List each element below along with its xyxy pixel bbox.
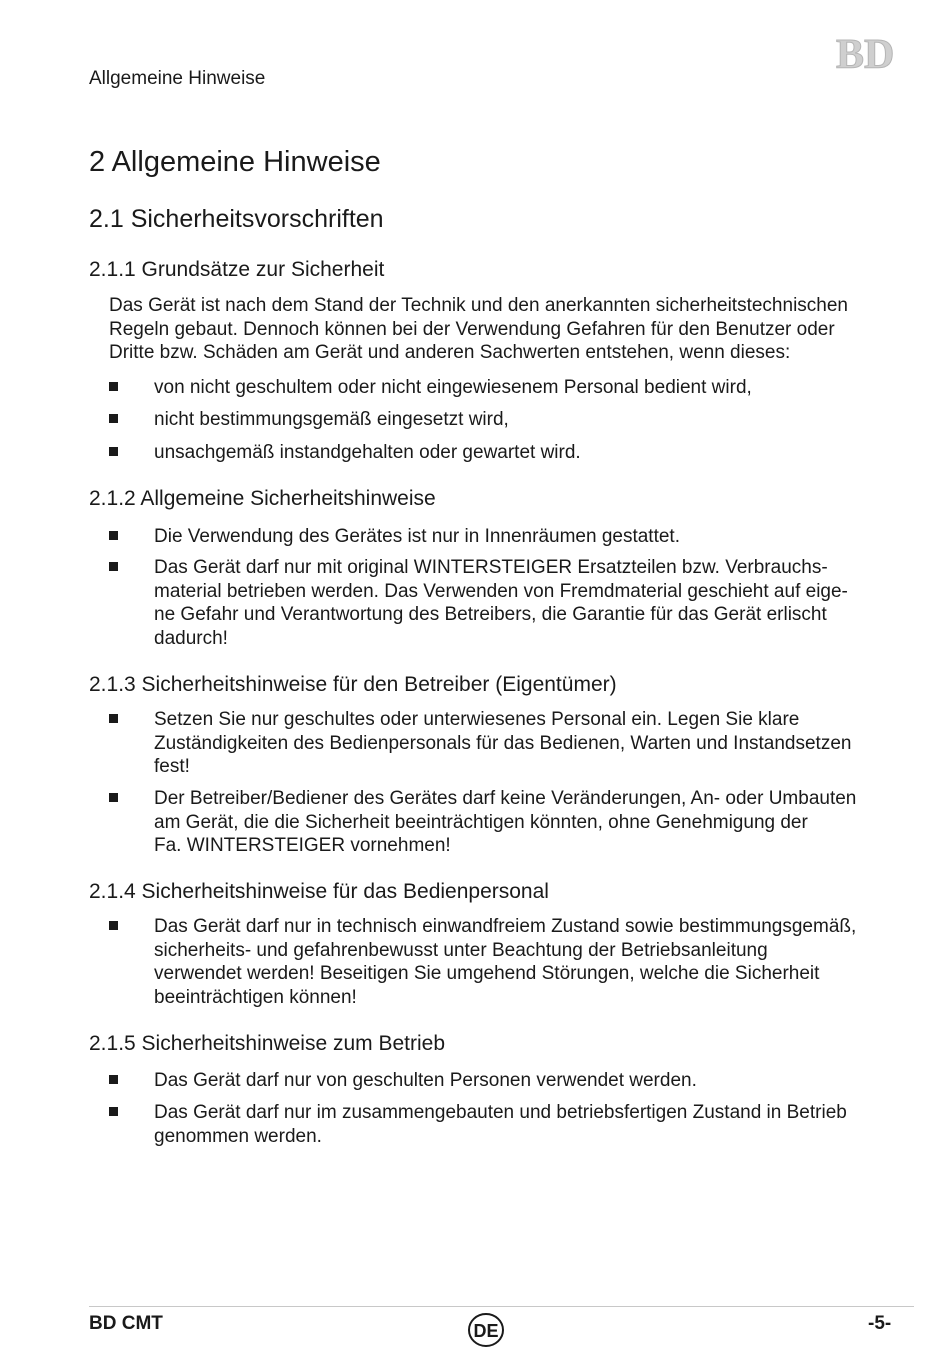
text-line: ne Gefahr und Verantwortung des Betreibers, die Garantie für das Gerät erlischt bbox=[154, 604, 827, 625]
text-line: unsachgemäß instandgehalten oder gewartet wird. bbox=[154, 442, 581, 463]
text-line: genommen werden. bbox=[154, 1125, 322, 1147]
text-line: dadurch! bbox=[154, 627, 228, 649]
text-line: Dritte bzw. Schäden am Gerät und anderen Sachwerten entstehen, wenn dieses: bbox=[109, 342, 791, 363]
running-header: Allgemeine Hinweise bbox=[89, 68, 266, 89]
section-title: 2.1 Sicherheitsvorschriften bbox=[89, 205, 384, 233]
text-line: Zuständigkeiten des Bedienpersonals für das Bedienen, Warten und Instandsetzen bbox=[154, 732, 852, 754]
bullet-square-icon bbox=[109, 414, 118, 423]
bullet-square-icon bbox=[109, 921, 118, 930]
language-de-icon bbox=[467, 1312, 505, 1348]
footer-product: BD CMT bbox=[89, 1313, 163, 1334]
text-line: Das Gerät darf nur in technisch einwandfreiem Zustand sowie bestimmungsgemäß, bbox=[154, 916, 857, 937]
text-line: Die Verwendung des Gerätes ist nur in Innenräumen gestattet. bbox=[154, 526, 680, 547]
text-line: von nicht geschultem oder nicht eingewiesenem Personal bedient wird, bbox=[154, 377, 752, 398]
text-line: nicht bestimmungsgemäß eingesetzt wird, bbox=[154, 409, 509, 430]
bullet-square-icon bbox=[109, 714, 118, 723]
text-line: Das Gerät darf nur mit original WINTERSTEIGER Ersatzteilen bzw. Verbrauchs- bbox=[154, 557, 828, 578]
text-line: Fa. WINTERSTEIGER vornehmen! bbox=[154, 835, 451, 856]
text-line: Das Gerät ist nach dem Stand der Technik und den anerkannten sicherheitstechnischen bbox=[109, 295, 848, 316]
text-line: Das Gerät darf nur von geschulten Personen verwendet werden. bbox=[154, 1070, 697, 1091]
subsection-title: 2.1.2 Allgemeine Sicherheitshinweise bbox=[89, 487, 436, 510]
language-badge-label: DE bbox=[473, 1321, 499, 1341]
text-line: Regeln gebaut. Dennoch können bei der Verwendung Gefahren für den Benutzer oder bbox=[109, 318, 835, 340]
bd-logo bbox=[834, 30, 906, 74]
text-line: Setzen Sie nur geschultes oder unterwiesenes Personal ein. Legen Sie klare bbox=[154, 709, 800, 730]
bullet-square-icon bbox=[109, 447, 118, 456]
text-line: am Gerät, die die Sicherheit beeinträchtigen könnten, ohne Genehmigung der bbox=[154, 811, 808, 833]
footer-divider bbox=[89, 1306, 914, 1307]
intro-paragraph bbox=[109, 294, 848, 365]
bullet-square-icon bbox=[109, 562, 118, 571]
subsection-title: 2.1.1 Grundsätze zur Sicherheit bbox=[89, 258, 385, 281]
bullet-square-icon bbox=[109, 382, 118, 391]
bullet-square-icon bbox=[109, 1075, 118, 1084]
page-number: -5- bbox=[868, 1313, 892, 1334]
text-line: material betrieben werden. Das Verwenden von Fremdmaterial geschieht auf eige- bbox=[154, 580, 848, 602]
logo-text: BD bbox=[836, 32, 895, 74]
subsection-title: 2.1.4 Sicherheitshinweise für das Bedienpersonal bbox=[89, 880, 549, 903]
bullet-square-icon bbox=[109, 793, 118, 802]
bullet-square-icon bbox=[109, 1107, 118, 1116]
text-line: verwendet werden! Beseitigen Sie umgehend Störungen, welche die Sicherheit bbox=[154, 963, 820, 984]
bullet-square-icon bbox=[109, 531, 118, 540]
subsection-title: 2.1.5 Sicherheitshinweise zum Betrieb bbox=[89, 1032, 446, 1055]
text-line: Das Gerät darf nur im zusammengebauten und betriebsfertigen Zustand in Betrieb bbox=[154, 1102, 847, 1123]
text-line: sicherheits- und gefahrenbewusst unter Beachtung der Betriebsanleitung bbox=[154, 939, 768, 961]
text-line: fest! bbox=[154, 756, 190, 777]
subsection-title: 2.1.3 Sicherheitshinweise für den Betreiber (Eigentümer) bbox=[89, 673, 617, 696]
text-line: Der Betreiber/Bediener des Gerätes darf keine Veränderungen, An- oder Umbauten bbox=[154, 788, 857, 809]
text-line: beeinträchtigen können! bbox=[154, 986, 357, 1008]
chapter-title: 2 Allgemeine Hinweise bbox=[89, 146, 381, 178]
